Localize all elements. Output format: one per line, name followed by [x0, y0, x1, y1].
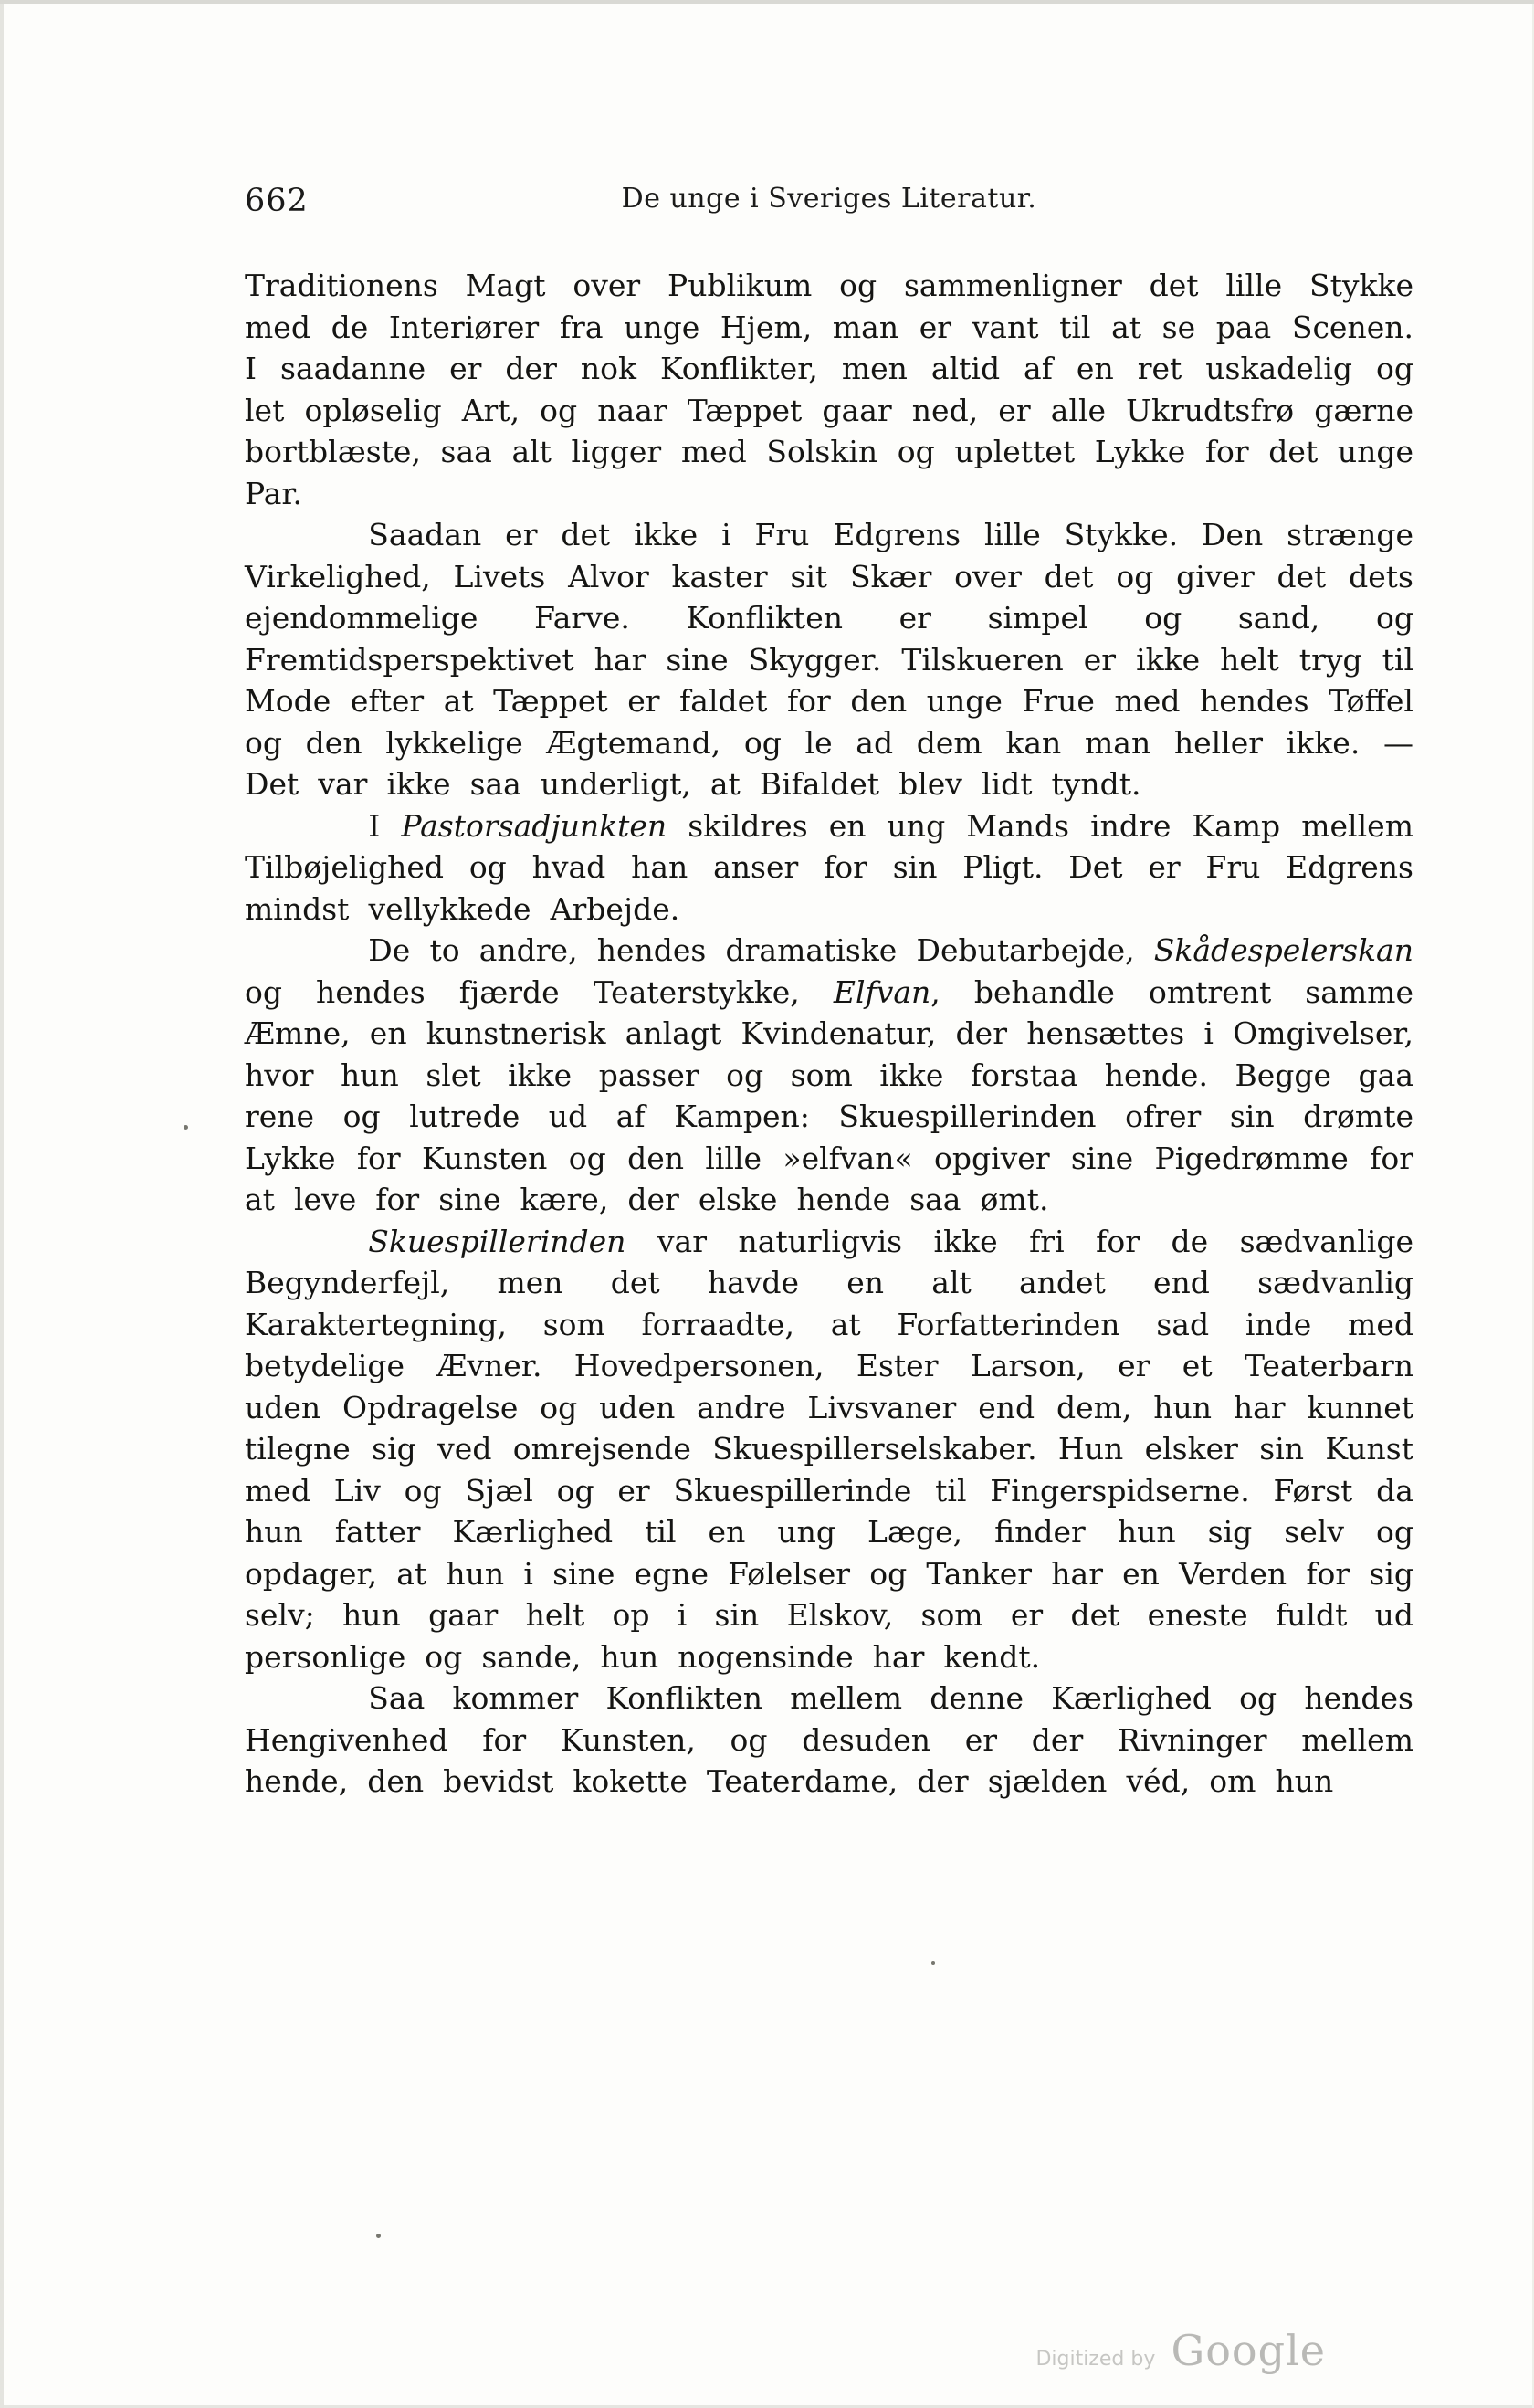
text-run: Saadan er det ikke i Fru Edgrens lille Stykke. Den strænge Virkelighed, Livets Alvor kaster sit Skær over det og giver det dets ejendommelige Farve. Konflikten er simpel og sand, og Fremtidsperspektivet har sine Skygger. Tilskueren er ikke helt tryg til Mode efter at Tæppet er faldet for den unge Frue med hendes Tøffel og den lykkelige Ægtemand, og le ad dem kan man heller ikke. — Det var ikke saa underligt, at Bifaldet blev lidt tyndt.	[245, 517, 1413, 802]
scan-speck	[376, 2234, 381, 2238]
digitized-by-label: Digitized by	[1035, 2348, 1156, 2371]
paragraph	[245, 514, 1413, 805]
paragraph	[245, 1677, 1413, 1803]
text-run: skildres en ung Mands indre Kamp mellem Tilbøjelighed og hvad han anser for sin Pligt. Det er Fru Edgrens mindst vellykkede Arbejde.	[245, 807, 1413, 927]
text-block	[245, 265, 1413, 1803]
paragraph	[245, 930, 1413, 1221]
text-run: I	[368, 807, 402, 844]
text-run: Traditionens Magt over Publikum og sammenligner det lille Stykke med de Interiører fra unge Hjem, man er vant til at se paa Scenen. I saadanne er der nok Konflikter, men altid af en ret uskadelig og let opløselig Art, og naar Tæppet gaar ned, er alle Ukrudtsfrø gærne bortblæste, saa alt ligger med Solskin og uplettet Lykke for det unge Par.	[245, 268, 1413, 511]
text-run: Saa kommer Konflikten mellem denne Kærlighed og hendes Hengivenhed for Kunsten, og desuden er der Rivninger mellem hende, den bevidst kokette Teaterdame, der sjælden véd, om hun	[245, 1680, 1413, 1799]
text-run: , behandle omtrent samme Æmne, en kunstnerisk anlagt Kvindenatur, der hensættes i Omgivelser, hvor hun slet ikke passer og som ikke forstaa hende. Begge gaa rene og lutrede ud af Kampen: Skuespillerinden ofrer sin drømte Lykke for Kunsten og den lille »elfvan« opgiver sine Pigedrømme for at leve for sine kære, der elske hende saa ømt.	[245, 973, 1413, 1217]
paragraph	[245, 1221, 1413, 1678]
scan-speck	[931, 1961, 935, 1965]
text-run: og hendes fjærde Teaterstykke,	[245, 973, 834, 1010]
footer-watermark	[1035, 2326, 1326, 2375]
text-run: var naturligvis ikke fri for de sædvanlige Begynderfejl, men det havde en alt andet end sædvanlig Karaktertegning, som forraadte, at Forfatterinden sad inde med betydelige Ævner. Hovedpersonen, Ester Larson, er et Teaterbarn uden Opdragelse og uden andre Livsvaner end dem, hun har kunnet tilegne sig ved omrejsende Skuespillerselskaber. Hun elsker sin Kunst med Liv og Sjæl og er Skuespillerinde til Fingerspidserne. Først da hun fatter Kærlighed til en ung Læge, finder hun sig selv og opdager, at hun i sine egne Følelser og Tanker har en Verden for sig selv; hun gaar helt op i sin Elskov, som er det eneste fuldt ud personlige og sande, hun nogensinde har kendt.	[245, 1223, 1413, 1675]
italic-text-run: Skådespelerskan	[1153, 932, 1413, 968]
scan-speck	[184, 1125, 188, 1130]
italic-text-run: Pastorsadjunkten	[401, 807, 667, 844]
page-header	[245, 183, 1413, 223]
running-title: De unge i Sveriges Literatur.	[621, 183, 1037, 215]
google-logo: Google	[1171, 2326, 1326, 2375]
text-run: De to andre, hendes dramatiske Debutarbejde,	[368, 932, 1154, 968]
paragraph	[245, 805, 1413, 931]
page-number: 662	[245, 183, 309, 219]
italic-text-run: Skuespillerinden	[368, 1223, 626, 1259]
paragraph	[245, 265, 1413, 514]
italic-text-run: Elfvan	[833, 973, 931, 1010]
